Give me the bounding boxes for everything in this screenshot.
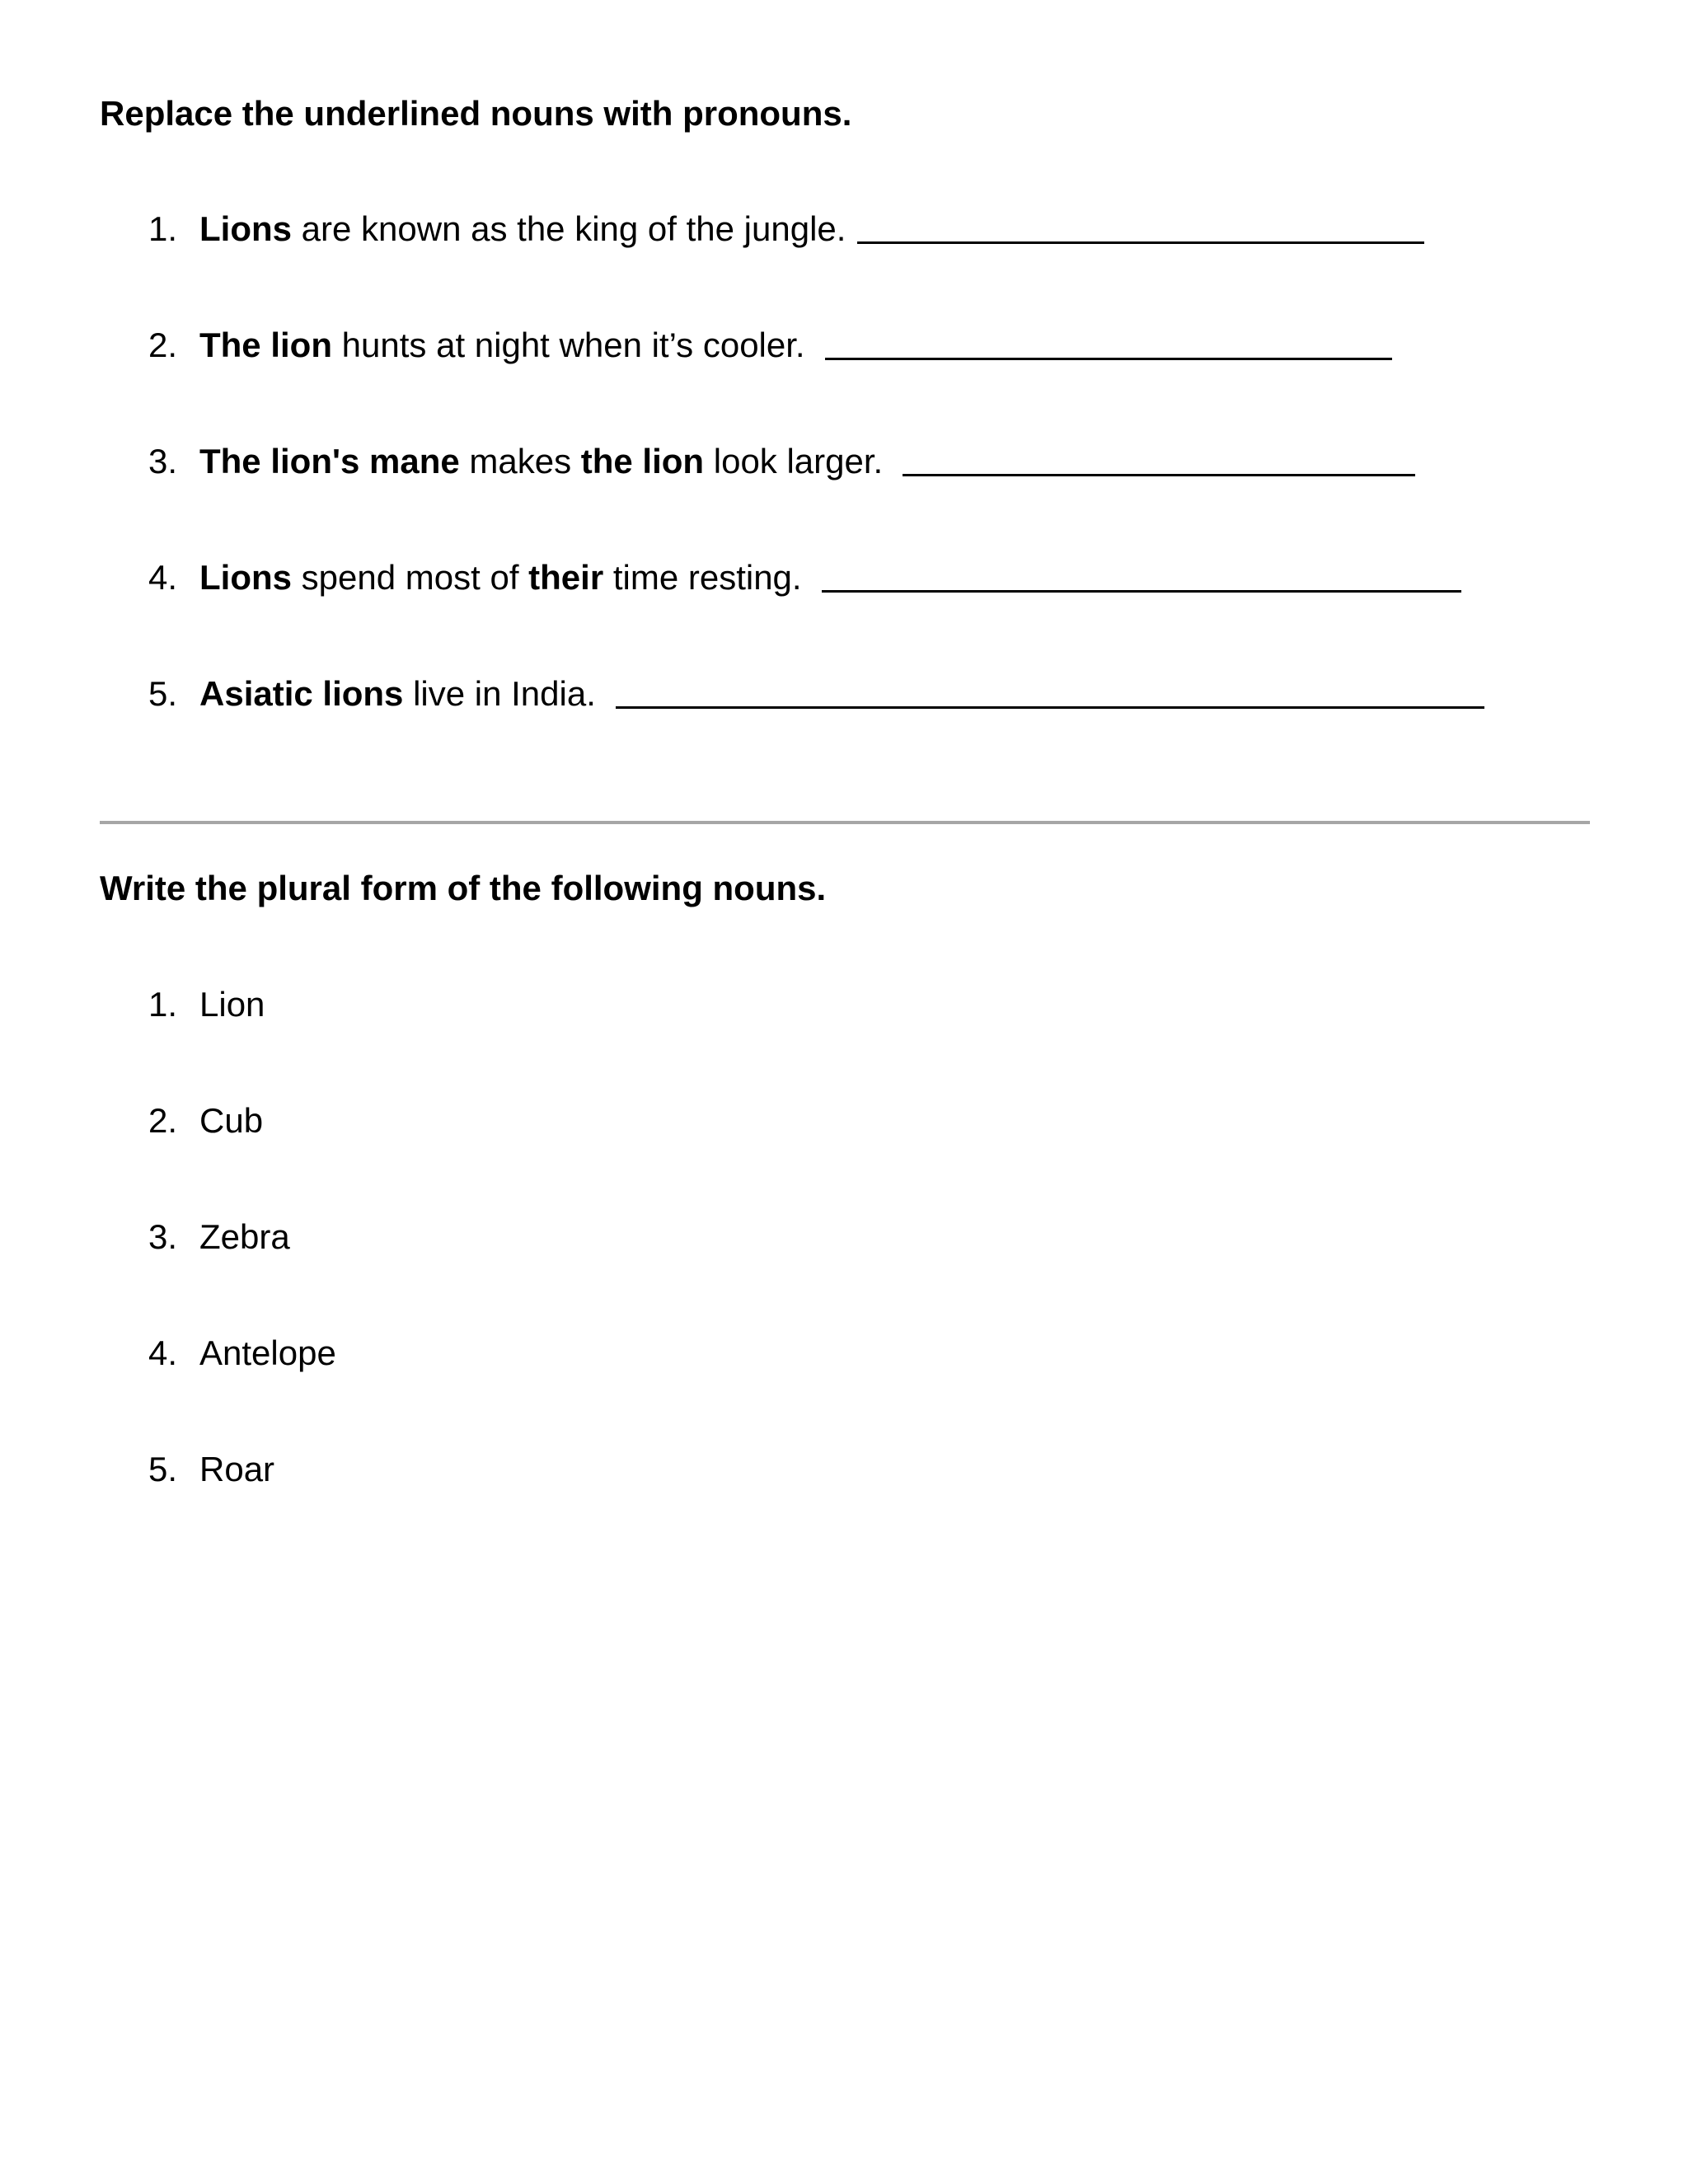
- plural-question-5: [148, 1452, 274, 1487]
- underlined-noun: The lion: [199, 326, 332, 364]
- pronoun-question-4: [148, 560, 1461, 595]
- underlined-noun: Lions: [199, 209, 292, 248]
- pronoun-question-2: [148, 328, 1392, 363]
- question-number: 3.: [148, 1217, 178, 1256]
- sentence-text: hunts at night when it’s cooler.: [332, 326, 805, 364]
- noun-word: Roar: [199, 1450, 275, 1488]
- question-number: 5.: [148, 674, 178, 713]
- question-number: 4.: [148, 1333, 178, 1372]
- answer-line[interactable]: [903, 473, 1415, 476]
- underlined-noun: Lions: [199, 558, 292, 597]
- plural-question-2: [148, 1101, 264, 1140]
- question-number: 2.: [148, 1101, 178, 1140]
- pronoun-question-5: [148, 674, 1484, 713]
- answer-line[interactable]: [857, 241, 1424, 244]
- question-number: 5.: [148, 1450, 178, 1488]
- underlined-noun: The lion's mane: [199, 442, 460, 480]
- question-number: 2.: [148, 326, 178, 364]
- plural-question-3: [148, 1217, 290, 1256]
- plural-question-1: [148, 987, 265, 1022]
- underlined-noun: the lion: [580, 442, 705, 480]
- question-number: 1.: [148, 209, 178, 248]
- answer-line[interactable]: [616, 705, 1484, 709]
- noun-word: Zebra: [199, 1217, 290, 1256]
- pronoun-question-3: [148, 444, 1415, 479]
- underlined-noun: their: [528, 558, 604, 597]
- noun-word: Cub: [199, 1101, 264, 1140]
- sentence-text: look larger.: [704, 442, 884, 480]
- sentence-text: spend most of: [292, 558, 529, 597]
- underlined-noun: Asiatic lions: [199, 674, 404, 713]
- sentence-text: time resting.: [603, 558, 802, 597]
- question-number: 1.: [148, 985, 178, 1024]
- section1-heading: Replace the underlined nouns with pronouns.: [100, 94, 852, 133]
- question-number: 3.: [148, 442, 178, 480]
- question-number: 4.: [148, 558, 178, 597]
- pronoun-question-1: [148, 209, 1424, 248]
- noun-word: Antelope: [199, 1333, 336, 1372]
- noun-word: Lion: [199, 985, 265, 1024]
- sentence-text: are known as the king of the jungle.: [292, 209, 846, 248]
- sentence-text: makes: [459, 442, 581, 480]
- section2-heading: Write the plural form of the following nouns.: [100, 869, 827, 907]
- answer-line[interactable]: [822, 589, 1461, 593]
- plural-question-4: [148, 1333, 336, 1372]
- answer-line[interactable]: [825, 357, 1392, 360]
- section-divider: [100, 821, 1590, 824]
- sentence-text: live in India.: [403, 674, 596, 713]
